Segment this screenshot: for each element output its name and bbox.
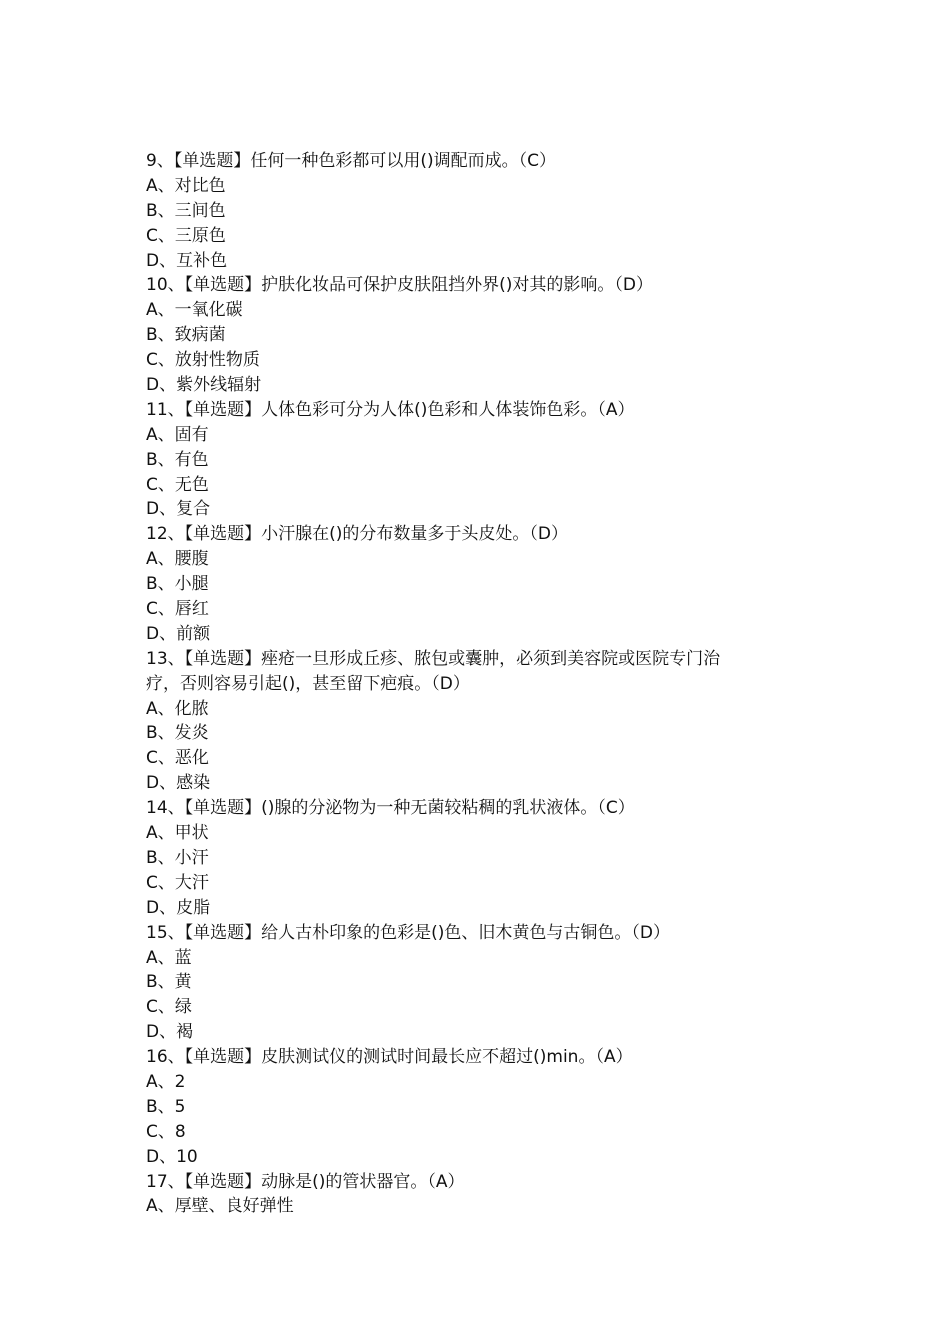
option-c: C、大汗 [146,872,209,893]
option-a: A、腰腹 [146,549,209,570]
question-list [146,149,816,1219]
option-a: A、甲状 [146,823,209,844]
option-c: C、无色 [146,474,209,495]
question-stem: 9、【单选题】任何一种色彩都可以用()调配而成。（C） [146,151,556,171]
option-a: A、蓝 [146,947,192,968]
question-stem-line-2: 疗，否则容易引起()，甚至留下疤痕。（D） [146,673,470,694]
option-a: A、一氧化碳 [146,300,243,321]
option-d: D、褐 [146,1022,194,1043]
question-stem: 15、【单选题】给人古朴印象的色彩是()色、旧木黄色与古铜色。（D） [146,922,670,943]
option-c: C、绿 [146,997,192,1018]
option-d: D、感染 [146,773,211,794]
question-stem: 14、【单选题】()腺的分泌物为一种无菌较粘稠的乳状液体。（C） [146,798,635,819]
question-stem: 17、【单选题】动脉是()的管状器官。（A） [146,1171,465,1192]
option-b: B、小汗 [146,847,209,868]
option-a: A、对比色 [146,175,226,196]
question-stem-line-1: 13、【单选题】痤疮一旦形成丘疹、脓包或囊肿，必须到美容院或医院专门治 [146,648,721,669]
option-d: D、10 [146,1146,198,1167]
option-d: D、皮脂 [146,897,211,918]
option-a: A、固有 [146,424,209,445]
option-a: A、2 [146,1071,186,1092]
question-stem: 12、【单选题】小汗腺在()的分布数量多于头皮处。（D） [146,524,568,545]
question-stem: 16、【单选题】皮肤测试仪的测试时间最长应不超过()min。（A） [146,1047,633,1068]
option-b: B、三间色 [146,200,226,221]
option-c: C、放射性物质 [146,350,260,371]
option-b: B、黄 [146,972,192,993]
option-d: D、紫外线辐射 [146,375,262,396]
option-b: B、5 [146,1096,186,1117]
option-c: C、8 [146,1121,186,1142]
option-b: B、有色 [146,449,209,470]
option-c: C、恶化 [146,748,209,769]
option-d: D、前额 [146,623,211,644]
option-b: B、小腿 [146,574,209,595]
option-c: C、三原色 [146,225,226,246]
option-c: C、唇红 [146,599,209,620]
option-b: B、致病菌 [146,325,226,346]
question-stem: 11、【单选题】人体色彩可分为人体()色彩和人体装饰色彩。（A） [146,399,635,420]
option-a: A、化脓 [146,698,209,719]
option-a: A、厚壁、良好弹性 [146,1196,294,1217]
question-stem: 10、【单选题】护肤化妆品可保护皮肤阻挡外界()对其的影响。（D） [146,275,653,296]
option-d: D、复合 [146,499,211,520]
option-d: D、互补色 [146,250,228,271]
option-b: B、发炎 [146,723,209,744]
